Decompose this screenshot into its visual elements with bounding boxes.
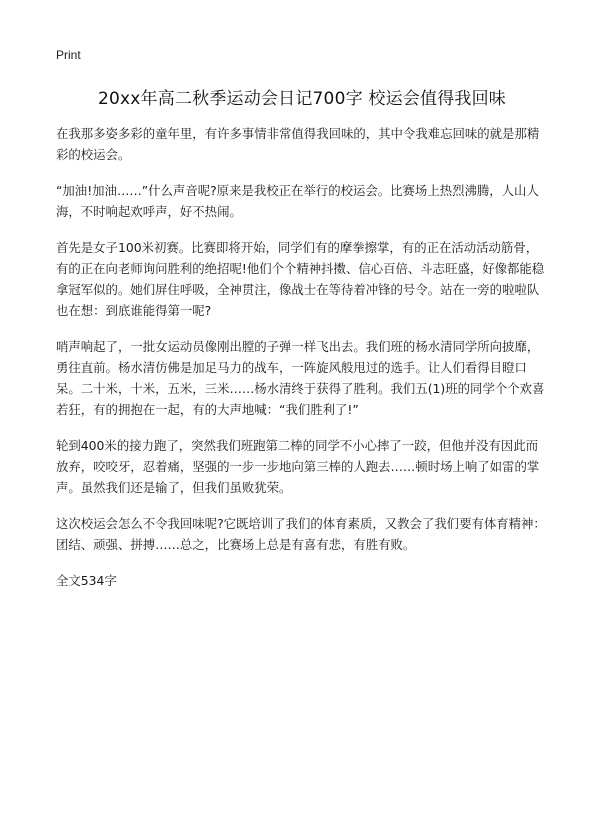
paragraph-2: “加油!加油……”什么声音呢?原来是我校正在举行的校运会。比赛场上热烈沸腾，人山人海，不时响起欢呼声，好不热闹。 <box>56 183 539 219</box>
paragraph-1: 在我那多姿多彩的童年里，有许多事情非常值得我回味的，其中令我难忘回味的就是那精彩的校运会。 <box>56 126 540 162</box>
print-link[interactable]: Print <box>56 48 81 62</box>
article-body <box>56 123 548 555</box>
article-title: 20xx年高二秋季运动会日记700字 校运会值得我回味 <box>97 89 506 109</box>
paragraph-3: 首先是女子100米初赛。比赛即将开始，同学们有的摩拳擦掌，有的正在活动活动筋骨，有的正在向老师询问胜利的绝招呢!他们个个精神抖擞、信心百倍、斗志旺盛，好像都能稳拿冠军似的。她们屏住呼吸，全神贯注，像战士在等待着冲锋的号令。站在一旁的啦啦队也在想：到底谁能得第一呢? <box>56 240 545 318</box>
paragraph-5: 轮到400米的接力跑了，突然我们班跑第二棒的同学不小心摔了一跤，但他并没有因此而放弃，咬咬牙，忍着痛，坚强的一步一步地向第三棒的人跑去……顿时场上响了如雷的掌声。虽然我们还是输了，但我们虽败犹荣。 <box>56 438 540 495</box>
word-count: 全文534字 <box>56 573 117 588</box>
paragraph-4: 哨声响起了，一批女运动员像刚出膛的子弹一样飞出去。我们班的杨水清同学所向披靡，勇往直前。杨水清仿佛是加足马力的战车，一阵旋风般甩过的选手。让人们看得目瞪口呆。二十米，十米，五米，三米……杨水清终于获得了胜利。我们五(1)班的同学个个欢喜若狂，有的拥抱在一起，有的大声地喊：“我们胜利了!” <box>56 339 545 417</box>
paragraph-6: 这次校运会怎么不令我回味呢?它既培训了我们的体育素质，又教会了我们要有体育精神：团结、顽强、拼搏……总之，比赛场上总是有喜有悲，有胜有败。 <box>56 516 546 552</box>
